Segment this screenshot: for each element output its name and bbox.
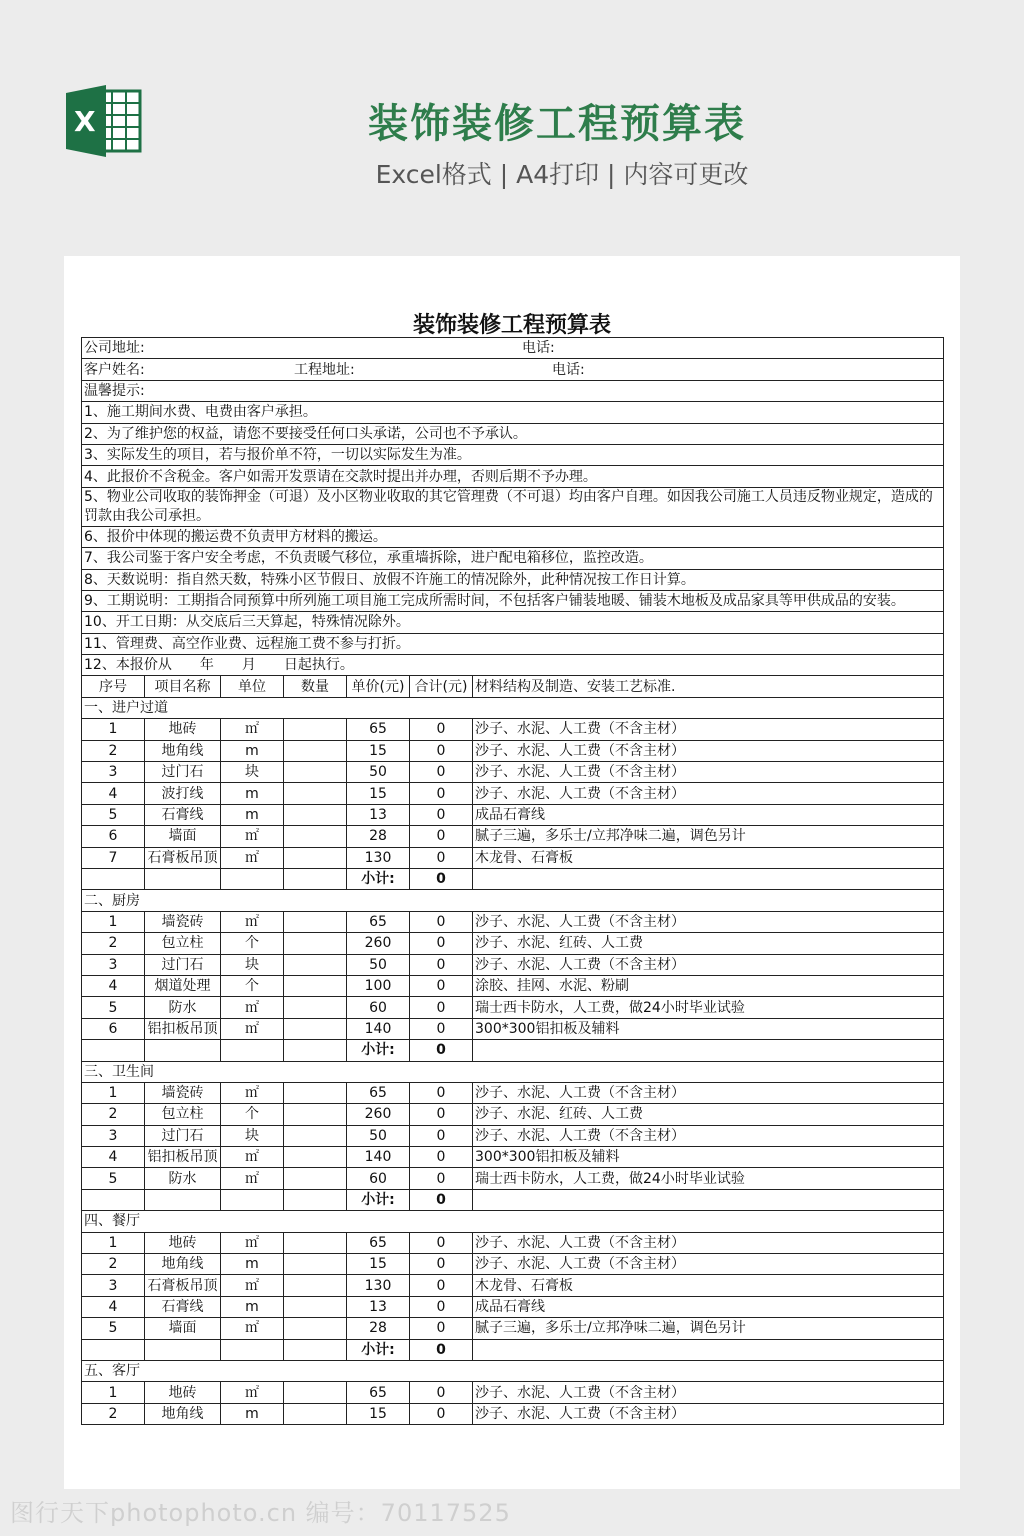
empty-cell [221,868,284,889]
section-title: 三、卫生间 [82,1061,944,1082]
item-price: 28 [347,826,410,847]
item-unit: ㎡ [221,1082,284,1103]
item-total: 0 [410,719,473,740]
item-qty [284,783,347,804]
item-desc: 300*300铝扣板及辅料 [473,1147,944,1168]
item-total: 0 [410,1382,473,1403]
empty-cell [221,1339,284,1360]
note-text: 7、我公司鉴于客户安全考虑，不负责暖气移位，承重墙拆除，进户配电箱移位，监控改造。 [82,548,944,569]
table-row [82,975,944,996]
item-total: 0 [410,1147,473,1168]
item-name: 包立柱 [145,1104,221,1125]
section-row [82,1061,944,1082]
note-row [82,569,944,590]
item-qty [284,975,347,996]
item-total: 0 [410,911,473,932]
note-row [82,526,944,547]
item-total: 0 [410,1296,473,1317]
item-total: 0 [410,997,473,1018]
item-qty [284,1018,347,1039]
table-row [82,847,944,868]
item-no: 2 [82,1254,145,1275]
item-desc: 腻子三遍，多乐士/立邦净味二遍，调色另计 [473,826,944,847]
item-no: 2 [82,1403,145,1424]
item-desc: 沙子、水泥、人工费（不含主材） [473,1254,944,1275]
item-no: 1 [82,911,145,932]
table-row [82,783,944,804]
col-qty: 数量 [284,676,347,697]
empty-cell [82,1339,145,1360]
item-total: 0 [410,1018,473,1039]
company-address-label: 公司地址: [84,340,145,357]
note-row [82,612,944,633]
item-no: 4 [82,1147,145,1168]
note-row [82,487,944,526]
budget-table [81,337,944,1425]
item-name: 过门石 [145,954,221,975]
item-name: 地角线 [145,740,221,761]
section-row [82,1360,944,1381]
item-unit: 块 [221,762,284,783]
col-desc: 材料结构及制造、安装工艺标准. [473,676,944,697]
item-total: 0 [410,975,473,996]
item-unit: m [221,1296,284,1317]
note-row [82,444,944,465]
item-desc: 沙子、水泥、人工费（不含主材） [473,719,944,740]
item-no: 3 [82,1275,145,1296]
note-text: 11、管理费、高空作业费、远程施工费不参与打折。 [82,633,944,654]
item-desc: 沙子、水泥、人工费（不含主材） [473,740,944,761]
subtotal-row [82,1339,944,1360]
item-total: 0 [410,762,473,783]
item-no: 1 [82,1232,145,1253]
item-name: 石膏线 [145,804,221,825]
table-row [82,1232,944,1253]
item-unit: 个 [221,975,284,996]
item-qty [284,1104,347,1125]
item-price: 65 [347,1082,410,1103]
item-total: 0 [410,1254,473,1275]
item-desc: 沙子、水泥、人工费（不含主材） [473,1082,944,1103]
empty-cell [221,1040,284,1061]
note-row [82,655,944,676]
item-no: 1 [82,1082,145,1103]
item-name: 防水 [145,997,221,1018]
item-name: 石膏线 [145,1296,221,1317]
note-text: 8、天数说明：指自然天数，特殊小区节假日、放假不许施工的情况除外，此种情况按工作日计算。 [82,569,944,590]
note-text: 2、为了维护您的权益，请您不要接受任何口头承诺，公司也不予承认。 [82,423,944,444]
company-cell [82,338,944,359]
item-desc: 沙子、水泥、人工费（不含主材） [473,954,944,975]
table-row [82,1403,944,1424]
spreadsheet-page [64,256,960,1489]
table-row [82,1168,944,1189]
item-total: 0 [410,1125,473,1146]
item-unit: ㎡ [221,1018,284,1039]
item-total: 0 [410,783,473,804]
item-name: 过门石 [145,762,221,783]
item-qty [284,933,347,954]
item-name: 墙瓷砖 [145,1082,221,1103]
item-total: 0 [410,1232,473,1253]
subtotal-value: 0 [410,1189,473,1210]
item-name: 铝扣板吊顶 [145,1018,221,1039]
item-unit: ㎡ [221,1147,284,1168]
table-row [82,1382,944,1403]
item-price: 65 [347,1232,410,1253]
table-row [82,719,944,740]
customer-row [82,359,944,380]
note-row [82,548,944,569]
item-desc: 木龙骨、石膏板 [473,847,944,868]
item-price: 50 [347,1125,410,1146]
note-row [82,402,944,423]
note-text: 9、工期说明：工期指合同预算中所列施工项目施工完成所需时间，不包括客户铺装地暖、铺装木地板及成品家具等甲供成品的安装。 [82,590,944,611]
item-unit: ㎡ [221,997,284,1018]
table-row [82,1125,944,1146]
table-row [82,997,944,1018]
subtotal-row [82,1040,944,1061]
item-qty [284,719,347,740]
item-price: 260 [347,1104,410,1125]
item-total: 0 [410,804,473,825]
empty-cell [145,1339,221,1360]
note-row [82,423,944,444]
item-no: 5 [82,1318,145,1339]
item-desc: 沙子、水泥、人工费（不含主材） [473,911,944,932]
subtotal-value: 0 [410,868,473,889]
item-price: 15 [347,740,410,761]
subtotal-row [82,1189,944,1210]
empty-cell [82,1189,145,1210]
customer-cell [82,359,944,380]
note-text: 4、此报价不含税金。客户如需开发票请在交款时提出并办理，否则后期不予办理。 [82,466,944,487]
item-desc: 成品石膏线 [473,1296,944,1317]
item-price: 15 [347,1254,410,1275]
item-name: 过门石 [145,1125,221,1146]
subtotal-value: 0 [410,1339,473,1360]
item-unit: ㎡ [221,911,284,932]
item-unit: 块 [221,1125,284,1146]
phone-label-2: 电话: [552,361,585,378]
item-no: 5 [82,804,145,825]
empty-cell [284,1189,347,1210]
item-total: 0 [410,1168,473,1189]
item-name: 墙面 [145,826,221,847]
subtotal-label: 小计: [347,1339,410,1360]
item-name: 墙瓷砖 [145,911,221,932]
item-name: 石膏板吊顶 [145,847,221,868]
subtotal-label: 小计: [347,868,410,889]
section-title: 二、厨房 [82,890,944,911]
item-price: 65 [347,911,410,932]
item-name: 石膏板吊顶 [145,1275,221,1296]
empty-cell [284,1339,347,1360]
item-name: 铝扣板吊顶 [145,1147,221,1168]
empty-cell [473,868,944,889]
item-no: 7 [82,847,145,868]
item-price: 60 [347,1168,410,1189]
item-qty [284,1125,347,1146]
empty-cell [473,1040,944,1061]
item-qty [284,997,347,1018]
item-no: 3 [82,954,145,975]
item-price: 50 [347,762,410,783]
item-total: 0 [410,933,473,954]
empty-cell [145,1189,221,1210]
page-subtitle: Excel格式 | A4打印 | 内容可更改 [375,160,749,189]
table-row [82,1275,944,1296]
item-unit: ㎡ [221,1382,284,1403]
item-qty [284,804,347,825]
section-row [82,697,944,718]
item-qty [284,1168,347,1189]
item-desc: 沙子、水泥、红砖、人工费 [473,933,944,954]
section-title: 五、客厅 [82,1360,944,1381]
item-desc: 沙子、水泥、人工费（不含主材） [473,783,944,804]
item-qty [284,740,347,761]
note-text: 1、施工期间水费、电费由客户承担。 [82,402,944,423]
item-name: 地砖 [145,1232,221,1253]
table-row [82,1147,944,1168]
tips-row [82,380,944,401]
item-no: 5 [82,997,145,1018]
item-no: 3 [82,1125,145,1146]
item-no: 2 [82,933,145,954]
subtotal-label: 小计: [347,1040,410,1061]
item-desc: 沙子、水泥、人工费（不含主材） [473,1232,944,1253]
item-desc: 300*300铝扣板及辅料 [473,1018,944,1039]
item-no: 6 [82,826,145,847]
item-name: 烟道处理 [145,975,221,996]
item-name: 地角线 [145,1254,221,1275]
column-header-row [82,676,944,697]
item-price: 100 [347,975,410,996]
item-no: 4 [82,975,145,996]
table-row [82,1082,944,1103]
item-qty [284,954,347,975]
table-row [82,954,944,975]
item-price: 130 [347,847,410,868]
table-row [82,933,944,954]
item-total: 0 [410,847,473,868]
item-total: 0 [410,826,473,847]
table-row [82,1254,944,1275]
item-no: 5 [82,1168,145,1189]
item-price: 15 [347,783,410,804]
section-row [82,1211,944,1232]
item-no: 3 [82,762,145,783]
item-price: 140 [347,1018,410,1039]
item-desc: 沙子、水泥、人工费（不含主材） [473,762,944,783]
item-price: 65 [347,719,410,740]
item-no: 2 [82,1104,145,1125]
col-unit: 单位 [221,676,284,697]
item-unit: m [221,740,284,761]
item-price: 130 [347,1275,410,1296]
item-name: 地砖 [145,1382,221,1403]
item-qty [284,1382,347,1403]
item-no: 6 [82,1018,145,1039]
item-price: 28 [347,1318,410,1339]
page-title: 装饰装修工程预算表 [368,101,746,147]
item-desc: 木龙骨、石膏板 [473,1275,944,1296]
empty-cell [284,868,347,889]
item-qty [284,1254,347,1275]
item-total: 0 [410,1104,473,1125]
note-text: 12、本报价从 年 月 日起执行。 [82,655,944,676]
section-title: 四、餐厅 [82,1211,944,1232]
item-total: 0 [410,1082,473,1103]
item-desc: 沙子、水泥、人工费（不含主材） [473,1125,944,1146]
table-row [82,1296,944,1317]
item-price: 65 [347,1382,410,1403]
item-name: 地砖 [145,719,221,740]
item-desc: 涂胶、挂网、水泥、粉刷 [473,975,944,996]
item-total: 0 [410,1275,473,1296]
item-desc: 沙子、水泥、人工费（不含主材） [473,1382,944,1403]
item-name: 墙面 [145,1318,221,1339]
table-row [82,1104,944,1125]
item-name: 波打线 [145,783,221,804]
section-title: 一、进户过道 [82,697,944,718]
item-qty [284,826,347,847]
item-price: 60 [347,997,410,1018]
item-no: 1 [82,1382,145,1403]
item-unit: m [221,783,284,804]
item-qty [284,1275,347,1296]
item-desc: 瑞士西卡防水，人工费，做24小时毕业试验 [473,1168,944,1189]
item-unit: ㎡ [221,1275,284,1296]
watermark: 图行天下photophoto.cn 编号：70117525 [10,1499,511,1527]
table-row [82,911,944,932]
empty-cell [473,1189,944,1210]
item-qty [284,1403,347,1424]
item-desc: 成品石膏线 [473,804,944,825]
item-price: 50 [347,954,410,975]
empty-cell [284,1040,347,1061]
svg-text:X: X [74,105,96,138]
empty-cell [82,868,145,889]
item-name: 地角线 [145,1403,221,1424]
item-no: 1 [82,719,145,740]
item-total: 0 [410,740,473,761]
item-qty [284,911,347,932]
item-unit: ㎡ [221,1168,284,1189]
item-total: 0 [410,954,473,975]
item-unit: 个 [221,1104,284,1125]
item-qty [284,1082,347,1103]
phone-label: 电话: [522,340,555,357]
table-row [82,762,944,783]
item-unit: ㎡ [221,1318,284,1339]
empty-cell [82,1040,145,1061]
subtotal-value: 0 [410,1040,473,1061]
item-unit: m [221,804,284,825]
item-qty [284,1232,347,1253]
sheet-title: 装饰装修工程预算表 [412,313,611,338]
item-price: 15 [347,1403,410,1424]
item-qty [284,1296,347,1317]
table-row [82,1318,944,1339]
item-qty [284,1147,347,1168]
note-row [82,466,944,487]
empty-cell [145,868,221,889]
section-row [82,890,944,911]
item-qty [284,847,347,868]
item-no: 4 [82,1296,145,1317]
item-desc: 沙子、水泥、人工费（不含主材） [473,1403,944,1424]
item-no: 4 [82,783,145,804]
note-row [82,633,944,654]
page-header [0,0,1024,256]
project-address-label: 工程地址: [294,361,355,378]
table-row [82,826,944,847]
table-row [82,740,944,761]
item-unit: ㎡ [221,826,284,847]
note-text: 6、报价中体现的搬运费不负责甲方材料的搬运。 [82,526,944,547]
item-total: 0 [410,1403,473,1424]
col-price: 单价(元) [347,676,410,697]
item-desc: 瑞士西卡防水，人工费，做24小时毕业试验 [473,997,944,1018]
item-no: 2 [82,740,145,761]
item-price: 140 [347,1147,410,1168]
item-unit: 块 [221,954,284,975]
tips-title: 温馨提示: [82,380,944,401]
item-unit: ㎡ [221,719,284,740]
subtotal-row [82,868,944,889]
item-unit: 个 [221,933,284,954]
item-price: 13 [347,1296,410,1317]
empty-cell [221,1189,284,1210]
company-row [82,338,944,359]
budget-table-body [82,338,944,1425]
item-unit: m [221,1403,284,1424]
col-no: 序号 [82,676,145,697]
item-unit: ㎡ [221,1232,284,1253]
item-desc: 沙子、水泥、红砖、人工费 [473,1104,944,1125]
item-unit: m [221,1254,284,1275]
subtotal-label: 小计: [347,1189,410,1210]
item-total: 0 [410,1318,473,1339]
table-row [82,804,944,825]
note-text: 3、实际发生的项目，若与报价单不符，一切以实际发生为准。 [82,444,944,465]
item-unit: ㎡ [221,847,284,868]
item-desc: 腻子三遍，多乐士/立邦净味二遍，调色另计 [473,1318,944,1339]
note-text: 10、开工日期：从交底后三天算起，特殊情况除外。 [82,612,944,633]
note-text: 5、物业公司收取的装饰押金（可退）及小区物业收取的其它管理费（不可退）均由客户自理。如因我公司施工人员违反物业规定，造成的罚款由我公司承担。 [82,487,944,526]
item-name: 防水 [145,1168,221,1189]
empty-cell [473,1339,944,1360]
table-row [82,1018,944,1039]
col-name: 项目名称 [145,676,221,697]
item-name: 包立柱 [145,933,221,954]
empty-cell [145,1040,221,1061]
col-total: 合计(元) [410,676,473,697]
note-row [82,590,944,611]
customer-label: 客户姓名: [84,361,145,378]
item-qty [284,762,347,783]
item-price: 13 [347,804,410,825]
item-price: 260 [347,933,410,954]
item-qty [284,1318,347,1339]
